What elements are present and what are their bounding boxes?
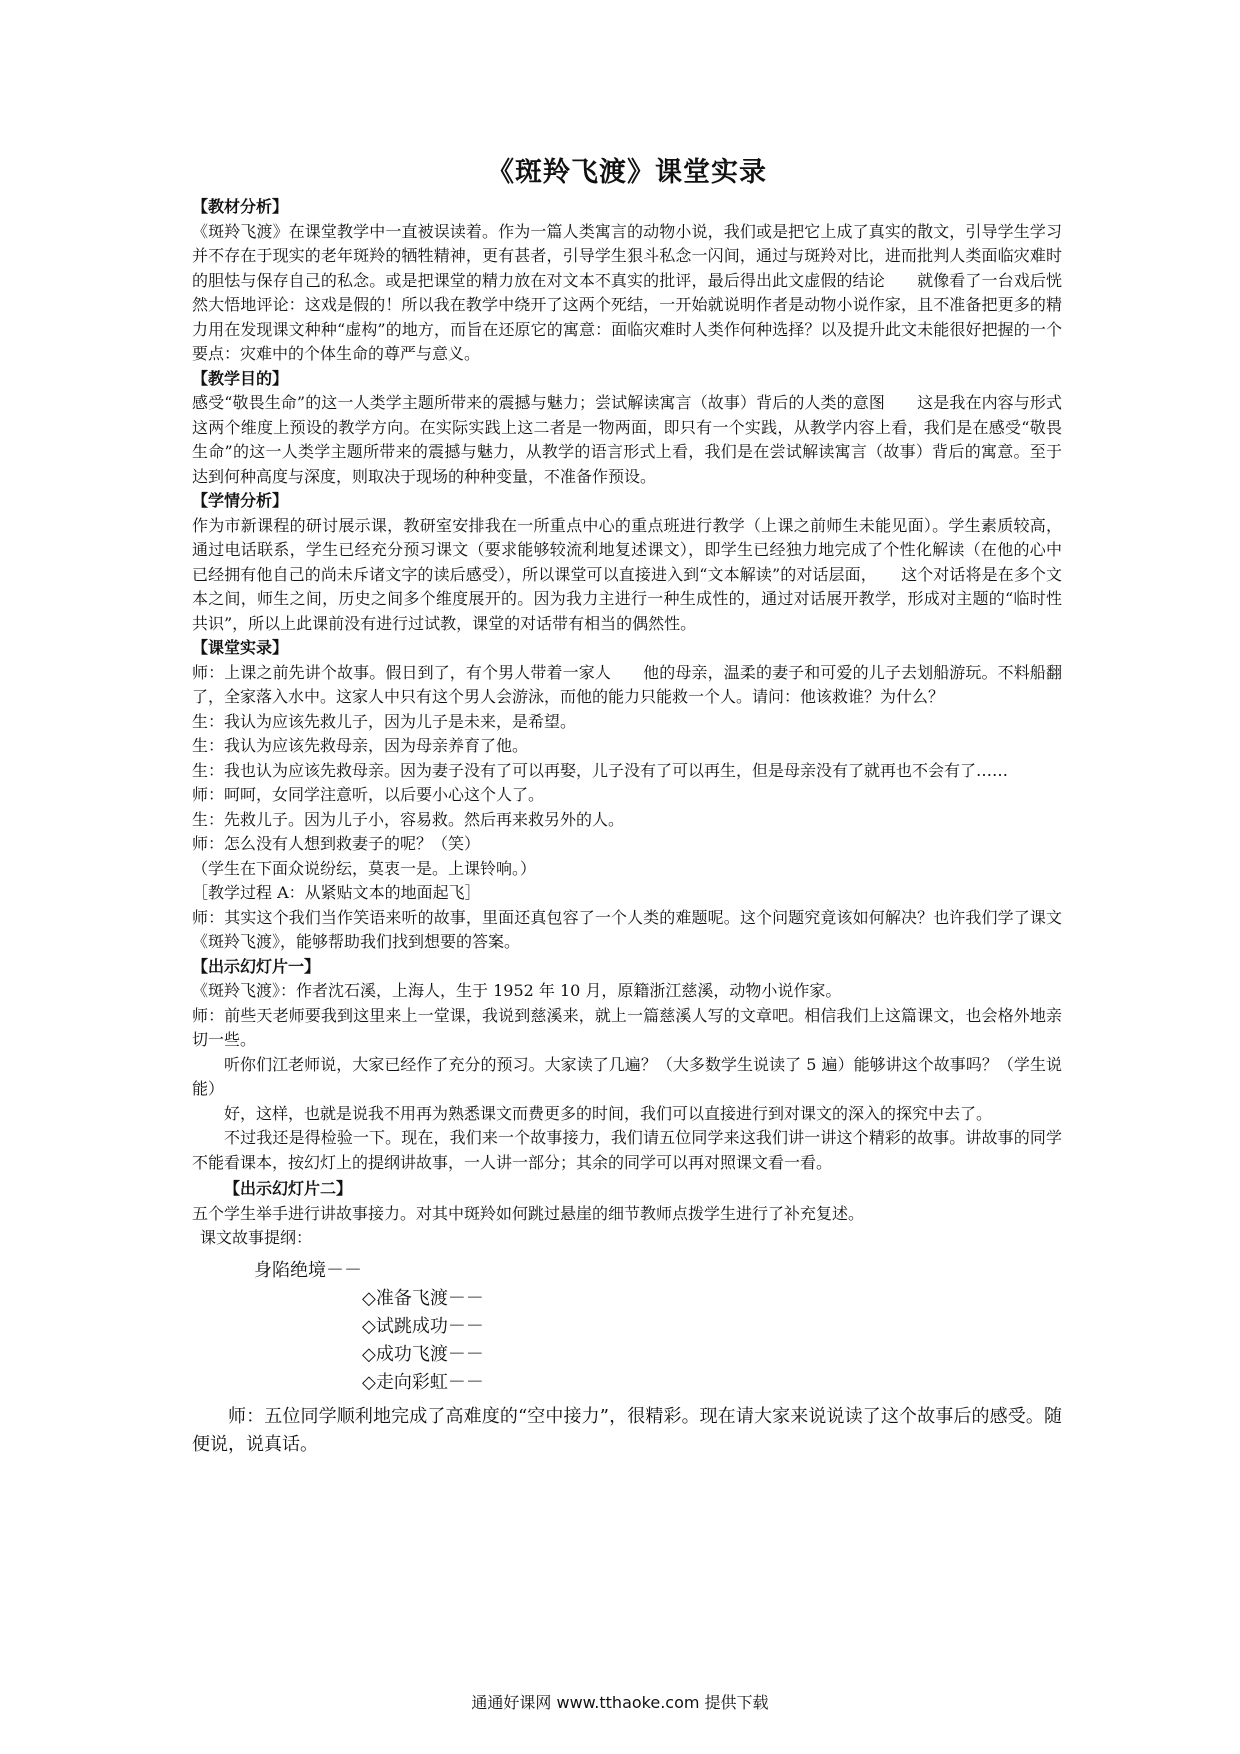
outline-item: ◇准备飞渡－－ xyxy=(362,1287,484,1309)
section-heading-slide1: 【出示幻灯片一】 xyxy=(192,956,321,976)
indented-paragraph: 听你们江老师说，大家已经作了充分的预习。大家读了几遍？（大多数学生说读了 5 遍）能够讲这个故事吗？（学生说能） xyxy=(192,1054,1062,1098)
section-heading-goal: 【教学目的】 xyxy=(192,368,289,388)
outline-item: ◇走向彩虹－－ xyxy=(362,1371,484,1393)
document-page xyxy=(192,150,1062,1459)
dialogue-line: 师：怎么没有人想到救妻子的呢？（笑） xyxy=(192,834,481,853)
dialogue-line: 生：我认为应该先救母亲，因为母亲养育了他。 xyxy=(192,736,529,755)
dialogue-line: 师：呵呵，女同学注意听，以后要小心这个人了。 xyxy=(192,785,545,804)
goal-paragraph: 感受“敬畏生命”的这一人类学主题所带来的震撼与魅力；尝试解读寓言（故事）背后的人类的意图 这是我在内容与形式这两个维度上预设的教学方向。在实际实践上这二者是一物两面，即只有一个实践，从教学内容上看，我们是在感受“敬畏生命”的这一人类学主题所带来的震撼与魅力，从教学的语言形式上看，我们是在尝试解读寓言（故事）背后的寓意。至于达到何种高度与深度，则取决于现场的种种变量，不准备作预设。 xyxy=(192,393,1062,486)
slide1-line: 师：前些天老师要我到这里来上一堂课，我说到慈溪来，就上一篇慈溪人写的文章吧。相信我们上这篇课文，也会格外地亲切一些。 xyxy=(192,1005,1062,1049)
section-heading-analysis: 【教材分析】 xyxy=(192,197,289,216)
outline-item: ◇试跳成功－－ xyxy=(362,1315,484,1337)
outline-item: ◇成功飞渡－－ xyxy=(362,1343,484,1365)
dialogue-line: 生：先救儿子。因为儿子小，容易救。然后再来救另外的人。 xyxy=(192,809,625,829)
dialogue-line: 生：我认为应该先救儿子，因为儿子是未来，是希望。 xyxy=(192,711,577,731)
dialogue-line: 师：上课之前先讲个故事。假日到了，有个男人带着一家人 他的母亲，温柔的妻子和可爱的儿子去划船游玩。不料船翻了，全家落入水中。这家人中只有这个男人会游泳，而他的能力只能救一个人。请问：他该救谁？为什么？ xyxy=(192,662,1062,706)
section-heading-slide2: 【出示幻灯片二】 xyxy=(224,1179,353,1198)
learner-paragraph: 作为市新课程的研讨展示课，教研室安排我在一所重点中心的重点班进行教学（上课之前师生未能见面）。学生素质较高，通过电话联系，学生已经充分预习课文（要求能够较流利地复述课文），即学生已经独力地完成了个性化解读（在他的心中已经拥有他自己的尚未斥诸文字的读后感受），所以课堂可以直接进入到“文本解读”的对话层面， 这个对话将是在多个文本之间，师生之间，历史之间多个维度展开的。因为我力主进行一种生成性的，通过对话展开教学，形成对主题的“临时性共识”，所以上此课前没有进行过试教，课堂的对话带有相当的偶然性。 xyxy=(192,515,1062,633)
closing-paragraph: 师：五位同学顺利地完成了高难度的“空中接力”，很精彩。现在请大家来说说读了这个故事后的感受。随便说，说真话。 xyxy=(192,1405,1062,1455)
outline-root: 身陷绝境－－ xyxy=(254,1259,362,1281)
dialogue-line: （学生在下面众说纷纭，莫衷一是。上课铃响。） xyxy=(192,858,537,878)
section-heading-record: 【课堂实录】 xyxy=(192,638,289,657)
dialogue-line: ［教学过程 A：从紧贴文本的地面起飞］ xyxy=(192,883,481,902)
page-footer: 通通好课网 www.tthaoke.com 提供下载 xyxy=(471,1693,769,1712)
indented-paragraph: 不过我还是得检验一下。现在，我们来一个故事接力，我们请五位同学来这我们讲一讲这个精彩的故事。讲故事的同学不能看课本，按幻灯上的提纲讲故事，一人讲一部分；其余的同学可以再对照课文看一看。 xyxy=(192,1128,1062,1172)
analysis-paragraph: 《斑羚飞渡》在课堂教学中一直被误读着。作为一篇人类寓言的动物小说，我们或是把它上成了真实的散文，引导学生学习并不存在于现实的老年斑羚的牺牲精神，更有甚者，引导学生狠斗私念一闪间，通过与斑羚对比，进而批判人类面临灾难时的胆怯与保存自己的私念。或是把课堂的精力放在对文本不真实的批评，最后得出此文虚假的结论 就像看了一台戏后恍然大悟地评论：这戏是假的！所以我在教学中绕开了这两个死结，一开始就说明作者是动物小说作家，且不准备把更多的精力用在发现课文种种“虚构”的地方，而旨在还原它的寓意：面临灾难时人类作何种选择？以及提升此文未能很好把握的一个要点：灾难中的个体生命的尊严与意义。 xyxy=(192,221,1062,363)
document-title: 《斑羚飞渡》课堂实录 xyxy=(487,157,767,188)
indented-paragraph: 好，这样，也就是说我不用再为熟悉课文而费更多的时间，我们可以直接进行到对课文的深入的探究中去了。 xyxy=(224,1103,993,1123)
dialogue-line: 师：其实这个我们当作笑语来听的故事，里面还真包容了一个人类的难题呢。这个问题究竟该如何解决？也许我们学了课文《斑羚飞渡》，能够帮助我们找到想要的答案。 xyxy=(192,907,1062,951)
slide2-paragraph: 五个学生举手进行讲故事接力。对其中斑羚如何跳过悬崖的细节教师点拨学生进行了补充复述。 xyxy=(192,1203,865,1223)
slide1-line: 《斑羚飞渡》：作者沈石溪，上海人，生于 1952 年 10 月，原籍浙江慈溪，动物小说作家。 xyxy=(192,981,842,1000)
outline-label: 课文故事提纲： xyxy=(200,1228,313,1247)
dialogue-line: 生：我也认为应该先救母亲。因为妻子没有了可以再娶，儿子没有了可以再生，但是母亲没有了就再也不会有了…… xyxy=(192,760,1009,780)
section-heading-learner: 【学情分析】 xyxy=(192,491,289,510)
